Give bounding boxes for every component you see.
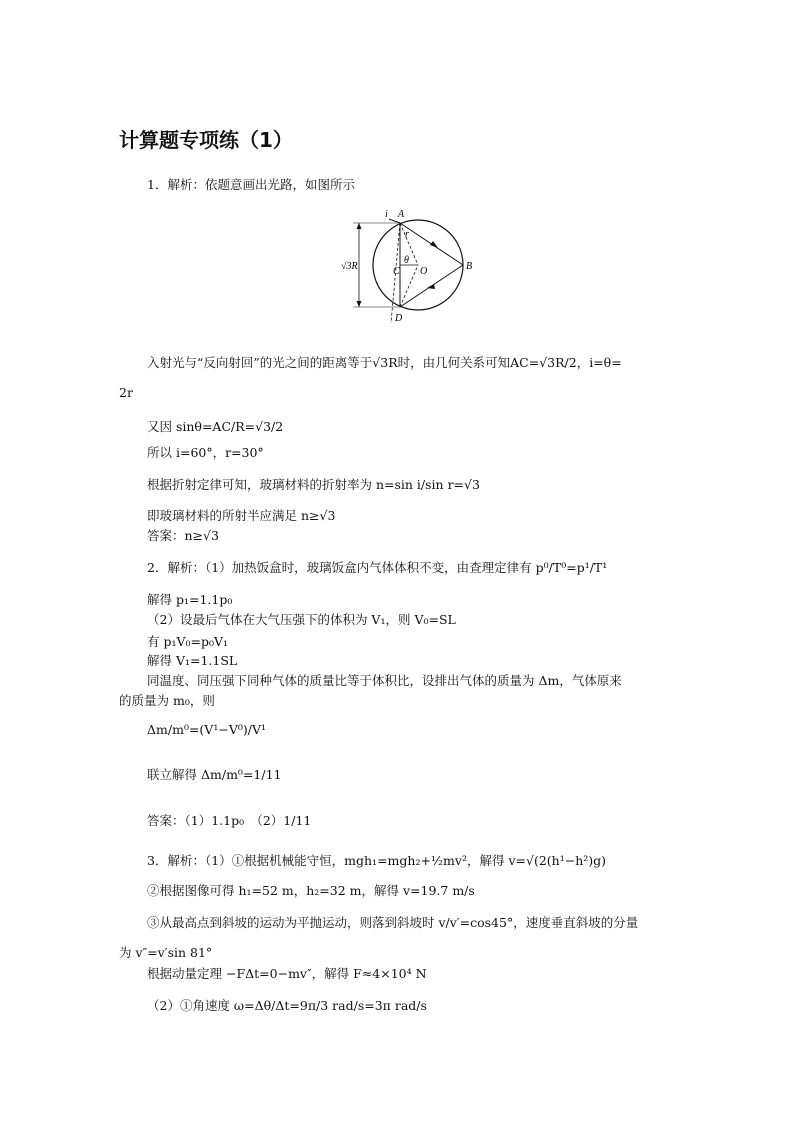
p2-line-6: 同温度、同压强下同种气体的质量比等于体积比，设排出气体的质量为 Δm，气体原来: [147, 673, 622, 688]
p2-line-5: 解得 V₁=1.1SL: [147, 653, 238, 668]
p1-line-2: 入射光与“反向射回”的光之间的距离等于√3R时，由几何关系可知AC=√3R/2，i=θ=: [147, 355, 622, 370]
p3-line-2: ②根据图像可得 h₁=52 m，h₂=32 m，解得 v=19.7 m/s: [147, 883, 475, 898]
optical-path-figure: [335, 205, 495, 330]
p1-line-7: 即玻璃材料的所射半应满足 n≥√3: [147, 508, 336, 523]
p2-line-7: 的质量为 m₀，则: [119, 693, 215, 708]
p3-line-4: 为 v″=v′sin 81°: [119, 945, 213, 960]
p1-answer: 答案：n≥√3: [147, 528, 219, 543]
p2-line-8: Δm/m⁰=(V¹−V⁰)/V¹: [147, 722, 266, 737]
p1-line-4: 又因 sinθ=AC/R=√3/2: [147, 419, 284, 434]
dim-arrow-bottom: [357, 301, 362, 307]
p2-line-3: （2）设最后气体在大气压强下的体积为 V₁，则 V₀=SL: [147, 612, 456, 627]
label-b: B: [466, 261, 473, 272]
label-r: r: [405, 229, 409, 240]
p2-line-2: 解得 p₁=1.1p₀: [147, 592, 233, 607]
label-i: i: [385, 209, 388, 220]
label-a: A: [398, 209, 405, 220]
dim-arrow-top: [357, 223, 362, 229]
label-theta: θ: [404, 255, 409, 266]
p3-line-1: 3．解析：（1）①根据机械能守恒，mgh₁=mgh₂+½mv²，解得 v=√(2(h¹−h²)g): [147, 853, 607, 868]
p1-line-5: 所以 i=60°，r=30°: [147, 445, 264, 460]
p3-line-5: 根据动量定理 −FΔt=0−mv″，解得 F≈4×10⁴ N: [147, 966, 427, 981]
p2-line-1: 2．解析：（1）加热饭盒时，玻璃饭盒内气体体积不变，由查理定律有 p⁰/T⁰=p¹/T¹: [147, 560, 608, 575]
p1-line-3: 2r: [119, 385, 133, 400]
p2-line-9: 联立解得 Δm/m⁰=1/11: [147, 767, 282, 782]
p2-line-4: 有 p₁V₀=p₀V₁: [147, 634, 229, 649]
p3-line-3: ③从最高点到斜坡的运动为平抛运动，则落到斜坡时 v/v′=cos45°，速度垂直斜坡的分量: [147, 915, 639, 930]
p1-line-1: 1．解析：依题意画出光路，如图所示: [147, 177, 355, 192]
label-c: C: [393, 266, 400, 277]
p2-answer: 答案：（1）1.1p₀ （2）1/11: [147, 813, 312, 828]
ray-arrow-1: [430, 241, 438, 248]
p3-line-6: （2）①角速度 ω=Δθ/Δt=9π/3 rad/s=3π rad/s: [147, 998, 427, 1013]
label-sqrt3r: √3R: [341, 261, 358, 272]
label-d: D: [395, 313, 403, 324]
p1-line-6: 根据折射定律可知，玻璃材料的折射率为 n=sin i/sin r=√3: [147, 477, 480, 492]
page-title: 计算题专项练（1）: [119, 128, 293, 152]
label-o: O: [420, 266, 428, 277]
